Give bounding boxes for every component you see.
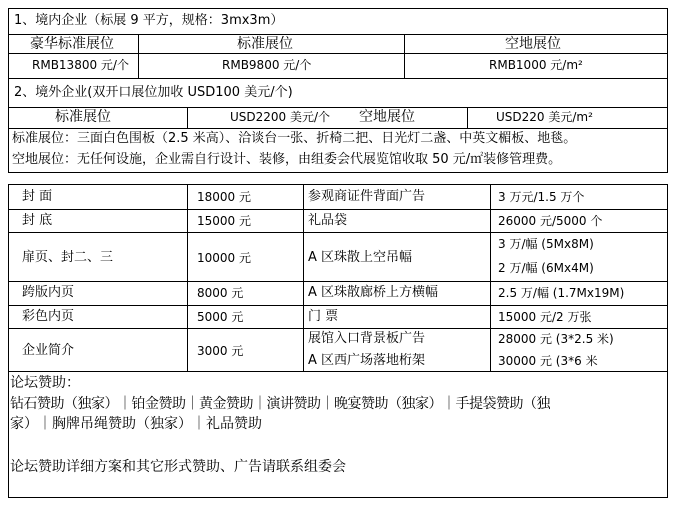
domestic-price-standard: RMB9800 元/个 (222, 58, 312, 72)
ad-row-4-item: 跨版内页 (22, 285, 75, 300)
ad-row-6-item2b: A 区西广场落地桁架 (308, 353, 426, 368)
overseas-price-space: USD220 美元/m² (496, 110, 593, 124)
domestic-header-space: 空地展位 (505, 36, 561, 52)
ad-row-2-item2: 礼品袋 (308, 213, 348, 228)
ad-row-4-price2: 2.5 万/幅 (1.7Mx19M) (498, 286, 625, 300)
note-space: 空地展位：无任何设施，企业需自行设计、装修，由组委会代展览馆收取 50 元/㎡装修管理费。 (12, 152, 562, 167)
note-standard: 标准展位：三面白色围板（2.5 米高）、洽谈台一张、折椅二把、日光灯二盏、中英文楣板、地毯。 (12, 131, 577, 146)
ad-row-5-price2: 15000 元/2 万张 (498, 310, 592, 324)
ad-row-6-price2b: 30000 元 (3*6 米 (498, 354, 598, 368)
ad-row-2-item: 封 底 (22, 213, 53, 228)
forum-heading: 论坛赞助： (10, 375, 80, 391)
ad-row-3-price: 10000 元 (197, 251, 251, 265)
ad-row-1-item2: 参观商证件背面广告 (308, 189, 426, 204)
domestic-price-space: RMB1000 元/m² (489, 58, 583, 72)
overseas-title: 2、境外企业(双开口展位加收 USD100 美元/个) (14, 85, 293, 100)
ad-row-2-price: 15000 元 (197, 214, 251, 228)
ad-row-1-item: 封 面 (22, 189, 53, 204)
overseas-header-standard: 标准展位 (55, 109, 111, 125)
overseas-price-standard: USD2200 美元/个 (230, 110, 331, 124)
ad-row-5-price: 5000 元 (197, 310, 244, 324)
ad-row-4-item2: A 区珠散廊桥上方横幅 (308, 285, 439, 300)
ad-row-3-price2b: 2 万/幅 (6Mx4M) (498, 261, 594, 275)
domestic-price-luxury: RMB13800 元/个 (32, 58, 129, 72)
ad-row-3-price2a: 3 万/幅 (5Mx8M) (498, 237, 594, 251)
forum-sponsor-line-2: 家）｜胸牌吊绳赞助（独家）｜礼品赞助 (10, 416, 262, 432)
ad-row-6-price: 3000 元 (197, 344, 244, 358)
ad-row-6-item: 企业简介 (22, 343, 75, 358)
domestic-header-standard: 标准展位 (237, 36, 293, 52)
forum-sponsor-line-1: 钻石赞助（独家）｜铂金赞助｜黄金赞助｜演讲赞助｜晚宴赞助（独家）｜手提袋赞助（独 (10, 396, 550, 412)
ad-row-4-price: 8000 元 (197, 286, 244, 300)
ad-row-2-price2: 26000 元/5000 个 (498, 214, 603, 228)
ad-row-1-price: 18000 元 (197, 190, 251, 204)
ad-row-5-item2: 门 票 (308, 309, 339, 324)
ad-row-1-price2: 3 万元/1.5 万个 (498, 190, 585, 204)
domestic-title: 1、境内企业（标展 9 平方，规格：3mx3m） (14, 13, 284, 28)
ad-row-5-item: 彩色内页 (22, 309, 75, 324)
ad-row-3-item: 扉页、封二、三 (22, 250, 114, 265)
ad-row-3-item2: A 区珠散上空吊幅 (308, 250, 413, 265)
domestic-header-luxury: 豪华标准展位 (30, 36, 114, 52)
overseas-header-space: 空地展位 (359, 109, 415, 125)
forum-contact: 论坛赞助详细方案和其它形式赞助、广告请联系组委会 (10, 459, 346, 475)
ad-row-6-price2a: 28000 元 (3*2.5 米) (498, 332, 614, 346)
ad-row-6-item2a: 展馆入口背景板广告 (308, 331, 426, 346)
